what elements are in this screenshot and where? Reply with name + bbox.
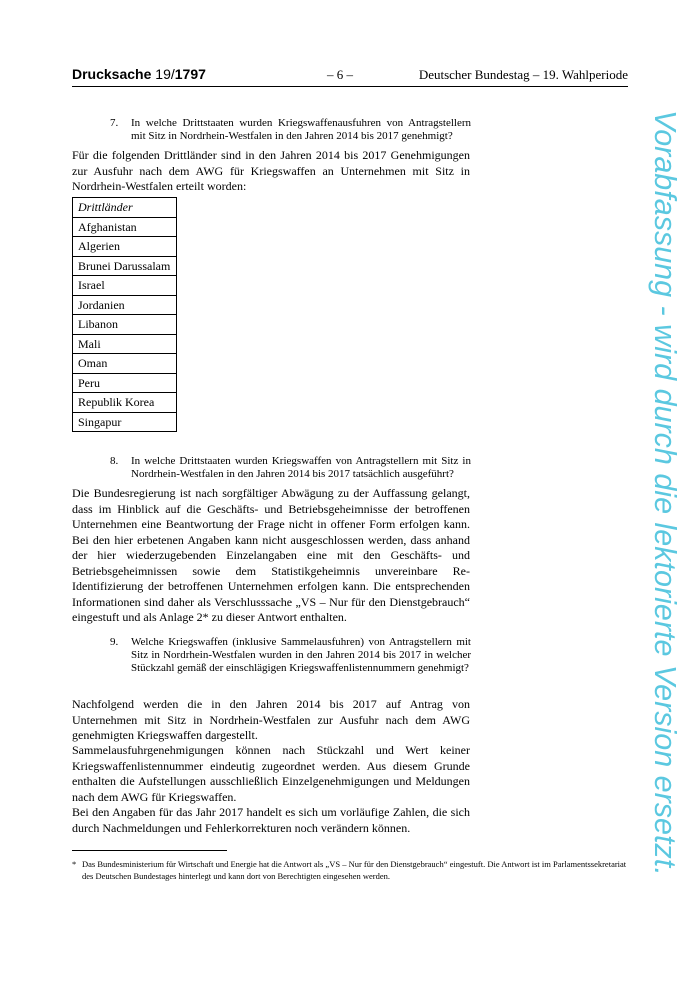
- page-header: [72, 66, 628, 87]
- table-cell: Jordanien: [73, 295, 177, 315]
- table-row: [73, 295, 177, 315]
- question-9-text: Welche Kriegswaffen (inklusive Sammelausfuhren) von Antragstellern mit Sitz in Nordrhein-Westfalen wurden in den Jahren 2014 bis 2017 in welcher Stückzahl gemäß der einschlägigen Kriegswaffenlistennummern genehmigt?: [131, 636, 471, 674]
- footnote-text: Das Bundesministerium für Wirtschaft und Energie hat die Antwort als „VS – Nur für den Dienstgebrauch“ eingestuft. Die Antwort ist im Parlamentssekretariat des Deutschen Bundestages hinterlegt und kann dort von Berechtigten eingesehen werden.: [82, 859, 627, 881]
- table-header-cell: Drittländer: [73, 198, 177, 218]
- table-row: [73, 354, 177, 374]
- table-cell: Oman: [73, 354, 177, 374]
- question-8-number: 8.: [110, 455, 119, 467]
- table-header-row: [73, 198, 177, 218]
- question-7-text: In welche Drittstaaten wurden Kriegswaffenausfuhren von Antragstellern mit Sitz in Nordrhein-Westfalen in den Jahren 2014 bis 2017 genehmigt?: [131, 117, 471, 142]
- watermark-text: Vorabfassung - wird durch die lektorierte Version ersetzt.: [648, 110, 682, 876]
- footnote-divider: [72, 850, 227, 851]
- draft-watermark: [645, 110, 685, 910]
- table-row: [73, 315, 177, 335]
- table-row: [73, 334, 177, 354]
- table-cell: Libanon: [73, 315, 177, 335]
- table-cell: Algerien: [73, 237, 177, 257]
- table-cell: Peru: [73, 373, 177, 393]
- publisher: Deutscher Bundestag – 19. Wahlperiode: [418, 67, 628, 82]
- table-cell: Mali: [73, 334, 177, 354]
- countries-table: [72, 197, 177, 432]
- footnote: [72, 858, 628, 882]
- table-cell: Republik Korea: [73, 393, 177, 413]
- table-row: [73, 373, 177, 393]
- question-8-text: In welche Drittstaaten wurden Kriegswaffen von Antragstellern mit Sitz in Nordrhein-Westfalen in den Jahren 2014 bis 2017 tatsächlich ausgeführt?: [131, 455, 471, 480]
- answer-9-paragraph-1: Nachfolgend werden die in den Jahren 2014 bis 2017 auf Antrag von Unternehmen mit Sitz in Nordrhein-Westfalen zur Ausfuhr nach dem AWG genehmigten Kriegswaffen dargestellt.: [72, 697, 470, 742]
- table-row: [73, 217, 177, 237]
- table-cell: Singapur: [73, 412, 177, 432]
- question-9-number: 9.: [110, 636, 119, 648]
- answer-9-paragraph-3: Bei den Angaben für das Jahr 2017 handelt es sich um vorläufige Zahlen, die sich durch Nachmeldungen und Fehlerkorrekturen noch verändern können.: [72, 805, 470, 835]
- document-number: Drucksache 19/1797: [72, 66, 206, 82]
- question-7-number: 7.: [110, 117, 119, 129]
- answer-8: Die Bundesregierung ist nach sorgfältiger Abwägung zu der Auffassung gelangt, dass im Hinblick auf die Geschäfts- und Betriebsgeheimnisse der betroffenen Unternehmen eine Beantwortung der Frage nicht in offener Form erfolgen kann. Bei den hier erbetenen Angaben kann nicht ausgeschlossen werden, dass anhand der hier wiederzugebenden Einzelangaben eine mit den Geschäfts- und Betriebsgeheimnissen sowie dem Statistikgeheimnis unvereinbare Re-Identifizierung der betroffenen Unternehmen erfolgen kann. Die entsprechenden Informationen sind daher als Verschlusssache „VS – Nur für den Dienstgebrauch“ eingestuft und als Anlage 2* zu dieser Antwort enthalten.: [72, 486, 470, 624]
- page-number: – 6 –: [327, 67, 353, 82]
- table-cell: Afghanistan: [73, 217, 177, 237]
- table-row: [73, 412, 177, 432]
- table-row: [73, 237, 177, 257]
- table-row: [73, 393, 177, 413]
- table-row: [73, 256, 177, 276]
- answer-9-paragraph-2: Sammelausfuhrgenehmigungen können nach Stückzahl und Wert keiner Kriegswaffenlistennummer eindeutig zugeordnet werden. Aus diesem Grunde enthalten die Aufstellungen ausschließlich Einzelgenehmigungen und Meldungen nach dem AWG für Kriegswaffen.: [72, 743, 470, 804]
- footnote-marker: *: [72, 859, 77, 869]
- table-row: [73, 276, 177, 296]
- table-cell: Israel: [73, 276, 177, 296]
- answer-7: Für die folgenden Drittländer sind in den Jahren 2014 bis 2017 Genehmigungen zur Ausfuhr nach dem AWG für Kriegswaffen an Unternehmen mit Sitz in Nordrhein-Westfalen erteilt worden:: [72, 148, 470, 193]
- table-cell: Brunei Darussalam: [73, 256, 177, 276]
